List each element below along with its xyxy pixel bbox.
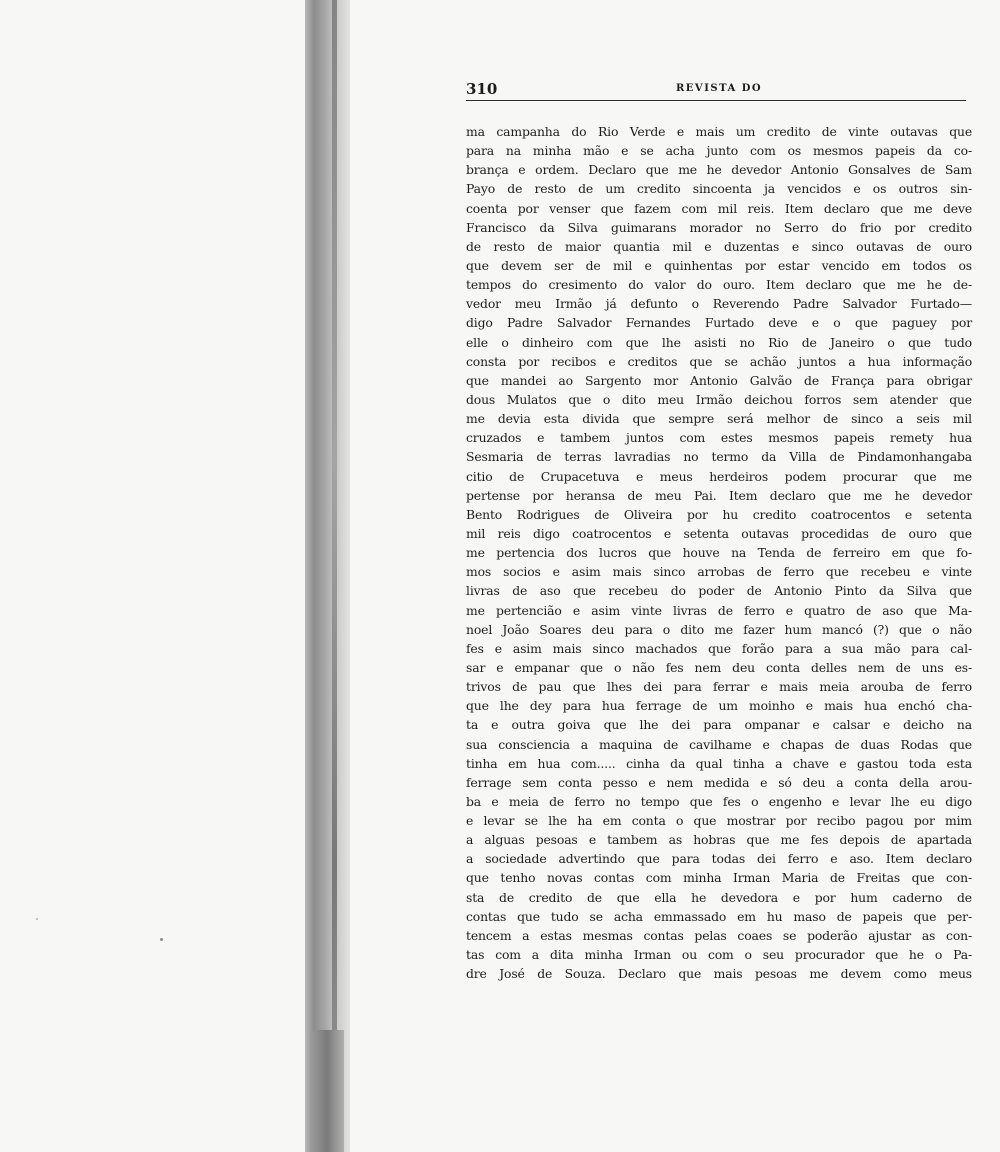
paper-speck: [160, 938, 163, 941]
text-line: me pertencia dos lucros que houve na Tenda de ferreiro em que fo-: [466, 545, 972, 561]
text-line: ta e outra goiva que lhe dei para ompanar e calsar e deicho na: [466, 717, 972, 733]
text-line: que mandei ao Sargento mor Antonio Galvão de França para obrigar: [466, 372, 972, 388]
text-line: ba e meia de ferro no tempo que fes o engenho e levar lhe eu digo: [466, 793, 972, 809]
book-gutter-bottom: [310, 1030, 344, 1152]
text-line: me pertencião e asim vinte livras de ferro e quatro de aso que Ma-: [466, 602, 972, 618]
text-line: a alguas pesoas e tambem as hobras que me fes depois de apartada: [466, 832, 972, 848]
text-line: dous Mulatos que o dito meu Irmão deichou forros sem atender que: [466, 391, 972, 407]
text-line: digo Padre Salvador Fernandes Furtado deve e o que paguey por: [466, 315, 972, 331]
text-line: trivos de pau que lhes dei para ferrar e mais meia arouba de ferro: [466, 679, 972, 695]
text-line: dre José de Souza. Declaro que mais pesoas me devem como meus: [466, 966, 972, 982]
header-rule: [466, 100, 966, 101]
text-line: Payo de resto de um credito sincoenta ja vencidos e os outros sin-: [466, 181, 972, 197]
text-line: brança e ordem. Declaro que me he devedor Antonio Gonsalves de Sam: [466, 162, 972, 178]
text-line: que tenho novas contas com minha Irman Maria de Freitas que con-: [466, 870, 972, 886]
text-line: e levar se lhe ha em conta o que mostrar por recibo pagou por mim: [466, 813, 972, 829]
text-line: sar e empanar que o não fes nem deu conta delles nem de uns es-: [466, 659, 972, 675]
text-line: tempos do cresimento do valor do ouro. Item declaro que me he de-: [466, 277, 972, 293]
text-line: cruzados e tambem juntos com estes mesmos papeis remety hua: [466, 430, 972, 446]
text-line: Bento Rodrigues de Oliveira por hu credito coatrocentos e setenta: [466, 506, 972, 522]
paper-speck: [36, 918, 38, 920]
text-line: sua consciencia a maquina de cavilhame e chapas de duas Rodas que: [466, 736, 972, 752]
text-line: tinha em hua com..... cinha da qual tinha a chave e gastou toda esta: [466, 755, 972, 771]
text-line: a sociedade advertindo que para todas dei ferro e aso. Item declaro: [466, 851, 972, 867]
text-line: ferrage sem conta pesso e nem medida e só deu a conta della arou-: [466, 774, 972, 790]
text-line: me devia esta divida que sempre será melhor de sinco a seis mil: [466, 411, 972, 427]
text-line: pertense por heransa de meu Pai. Item declaro que me he devedor: [466, 487, 972, 503]
text-line: vedor meu Irmão já defunto o Reverendo Padre Salvador Furtado—: [466, 296, 972, 312]
text-line: ma campanha do Rio Verde e mais um credito de vinte outavas que: [466, 124, 972, 139]
book-page: [466, 80, 972, 982]
book-spine-edge: [332, 0, 337, 1152]
text-line: noel João Soares deu para o dito me fazer hum mancó (?) que o não: [466, 621, 972, 637]
body-text: [466, 122, 972, 983]
text-line: elle o dinheiro com que lhe asisti no Rio de Janeiro o que tudo: [466, 334, 972, 350]
text-line: tas com a dita minha Irman ou com o seu procurador que he o Pa-: [466, 947, 972, 963]
book-gutter-shadow: [305, 0, 350, 1152]
text-line: citio de Crupacetuva e meus herdeiros podem procurar que me: [466, 468, 972, 484]
running-head: REVISTA DO: [676, 83, 763, 94]
text-line: fes e asim mais sinco machados que forão para a sua mão para cal-: [466, 640, 972, 656]
text-line: mil reis digo coatrocentos e setenta outavas procedidas de ouro que: [466, 525, 972, 541]
text-line: sta de credito de que ella he devedora e por hum caderno de: [466, 889, 972, 905]
page-number: 310: [466, 80, 498, 98]
text-line: de resto de maior quantia mil e duzentas e sinco outavas de ouro: [466, 238, 972, 254]
text-line: Sesmaria de terras lavradias no termo da Villa de Pindamonhangaba: [466, 449, 972, 465]
text-line: que devem ser de mil e quinhentas por estar vencido em todos os: [466, 257, 972, 273]
text-line: consta por recibos e creditos que se achão juntos a hua informação: [466, 353, 972, 369]
text-line: mos socios e asim mais sinco arrobas de ferro que recebeu e vinte: [466, 564, 972, 580]
text-line: que lhe dey para hua ferrage de um moinho e mais hua enchó cha-: [466, 698, 972, 714]
text-line: contas que tudo se acha emmassado em hu maso de papeis que per-: [466, 908, 972, 924]
text-line: para na minha mão e se acha junto com os mesmos papeis da co-: [466, 143, 972, 159]
text-line: livras de aso que recebeu do poder de Antonio Pinto da Silva que: [466, 583, 972, 599]
text-line: coenta por venser que fazem com mil reis. Item declaro que me deve: [466, 200, 972, 216]
text-line: Francisco da Silva guimarans morador no Serro do frio por credito: [466, 219, 972, 235]
text-line: tencem a estas mesmas contas pelas coaes se poderão ajustar as con-: [466, 927, 972, 943]
page-header: [466, 80, 970, 100]
